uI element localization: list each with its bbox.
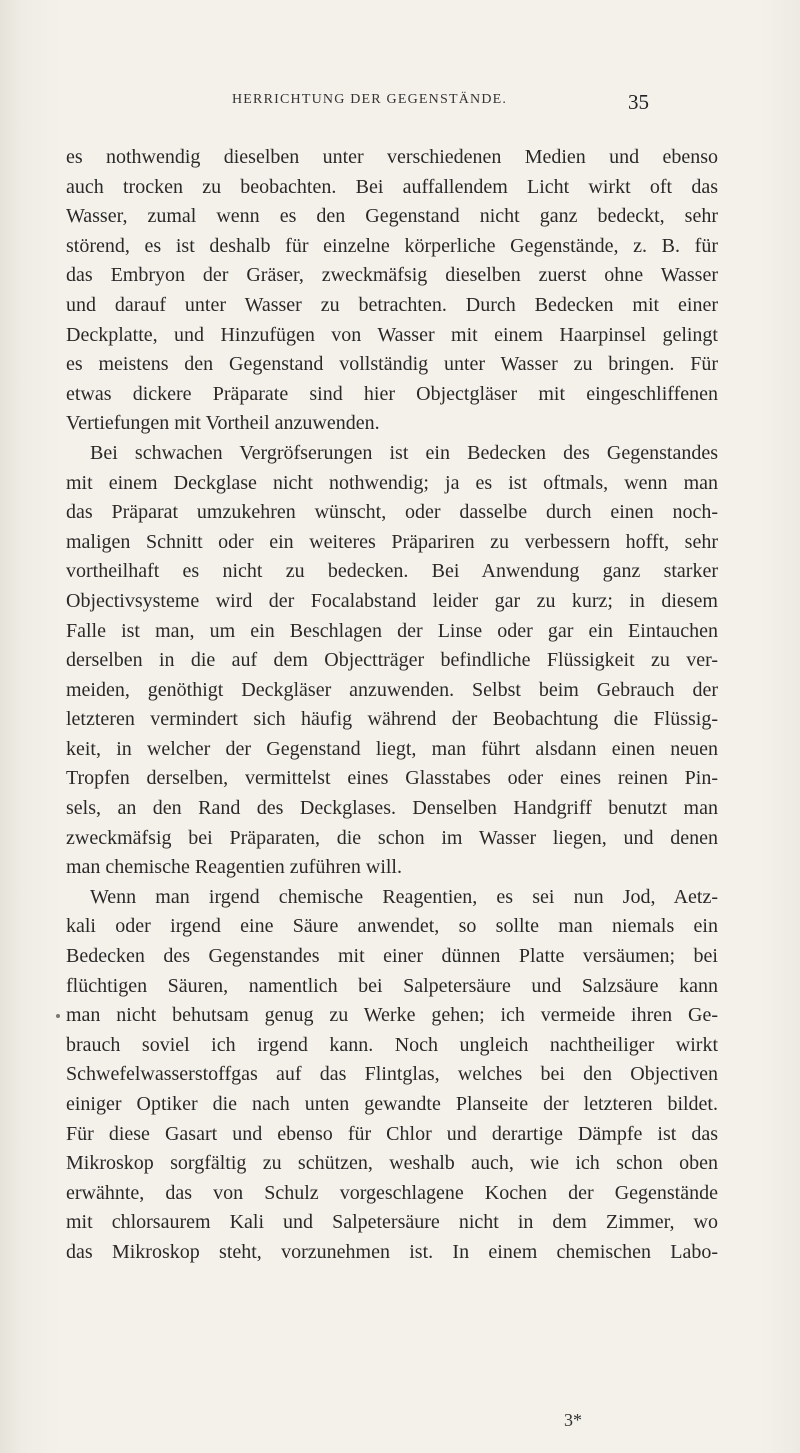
text-line: sels, an den Rand des Deckglases. Denselben Handgriff benutzt man [66,797,718,820]
text-line: Objectivsysteme wird der Focalabstand leider gar zu kurz; in diesem [66,589,718,612]
text-line: Schwefelwasserstoffgas auf das Flintglas, welches bei den Objectiven [66,1063,718,1086]
text-line: Falle ist man, um ein Beschlagen der Linse oder gar ein Eintauchen [66,619,718,642]
running-head: HERRICHTUNG DER GEGENSTÄNDE. [232,92,508,107]
paragraph [66,883,718,1268]
text-line: Tropfen derselben, vermittelst eines Glasstabes oder eines reinen Pin- [66,767,718,790]
signature-mark: 3* [564,1410,582,1430]
text-line: Deckplatte, und Hinzufügen von Wasser mit einem Haarpinsel gelingt [66,323,718,346]
text-line: und darauf unter Wasser zu betrachten. Durch Bedecken mit einer [66,293,718,316]
text-line: Wenn man irgend chemische Reagentien, es sei nun Jod, Aetz- [90,885,718,908]
text-line: das Embryon der Gräser, zweckmäfsig dieselben zuerst ohne Wasser [66,264,718,287]
text-line: letzteren vermindert sich häufig während der Beobachtung die Flüssig- [66,708,718,731]
text-line: vortheilhaft es nicht zu bedecken. Bei Anwendung ganz starker [66,560,718,583]
text-line: Wasser, zumal wenn es den Gegenstand nicht ganz bedeckt, sehr [66,205,718,228]
text-line: maligen Schnitt oder ein weiteres Präpariren zu verbessern hofft, sehr [66,530,718,553]
text-line: zweckmäfsig bei Präparaten, die schon im Wasser liegen, und denen [66,826,718,849]
text-line: Für diese Gasart und ebenso für Chlor und derartige Dämpfe ist das [66,1122,718,1145]
text-line: es meistens den Gegenstand vollständig unter Wasser zu bringen. Für [66,353,718,376]
text-line: Mikroskop sorgfältig zu schützen, weshalb auch, wie ich schon oben [66,1152,718,1175]
text-line: störend, es ist deshalb für einzelne körperliche Gegenstände, z. B. für [66,234,718,257]
margin-mark [56,1014,60,1018]
text-line: man chemische Reagentien zuführen will. [66,856,402,879]
text-line: erwähnte, das von Schulz vorgeschlagene Kochen der Gegenstände [66,1181,718,1204]
text-line: das Mikroskop steht, vorzunehmen ist. In einem chemischen Labo- [66,1240,718,1263]
text-line: meiden, genöthigt Deckgläser anzuwenden. Selbst beim Gebrauch der [66,678,718,701]
text-line: derselben in die auf dem Objectträger befindliche Flüssigkeit zu ver- [66,649,718,672]
text-line: brauch soviel ich irgend kann. Noch ungleich nachtheiliger wirkt [66,1033,718,1056]
text-line: das Präparat umzukehren wünscht, oder dasselbe durch einen noch- [66,501,718,524]
paragraph [66,439,718,883]
text-line: auch trocken zu beobachten. Bei auffallendem Licht wirkt oft das [66,175,718,198]
text-line: mit chlorsaurem Kali und Salpetersäure nicht in dem Zimmer, wo [66,1211,718,1234]
text-line: man nicht behutsam genug zu Werke gehen; ich vermeide ihren Ge- [66,1004,718,1027]
text-line: es nothwendig dieselben unter verschiedenen Medien und ebenso [66,146,718,168]
text-line: Vertiefungen mit Vortheil anzuwenden. [66,412,380,435]
text-line: flüchtigen Säuren, namentlich bei Salpetersäure und Salzsäure kann [66,974,718,997]
text-line: kali oder irgend eine Säure anwendet, so sollte man niemals ein [66,915,718,938]
page-header [0,90,800,120]
text-line: etwas dickere Präparate sind hier Objectgläser mit eingeschliffenen [66,382,718,405]
text-line: einiger Optiker die nach unten gewandte Planseite der letzteren bildet. [66,1093,718,1115]
text-line: keit, in welcher der Gegenstand liegt, man führt alsdann einen neuen [66,737,718,760]
text-line: Bei schwachen Vergröfserungen ist ein Bedecken des Gegenstandes [90,441,718,464]
page-number: 35 [628,90,649,114]
paragraph [66,143,718,439]
text-line: Bedecken des Gegenstandes mit einer dünnen Platte versäumen; bei [66,945,718,968]
body-text [66,143,718,1268]
text-line: mit einem Deckglase nicht nothwendig; ja es ist oftmals, wenn man [66,471,718,494]
